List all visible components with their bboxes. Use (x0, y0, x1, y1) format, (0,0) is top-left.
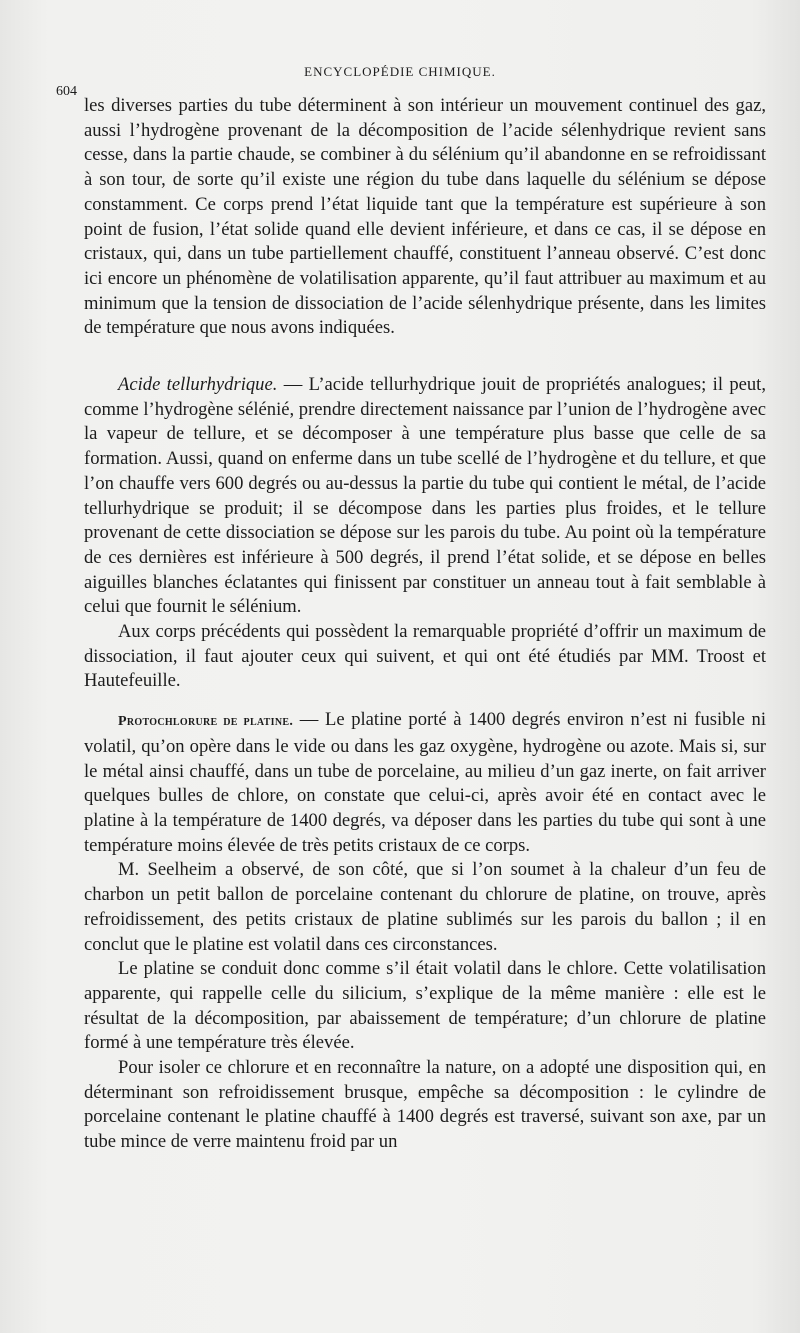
paragraph-7: Pour isoler ce chlorure et en reconnaître la nature, on a adopté une disposition qui, en déterminant son refroidissement brusque, empêche sa décomposition : le cylindre de porcelaine contenant le platine chauffé à 1400 degrés est traversé, suivant son axe, par un tube mince de verre maintenu froid par un (84, 1057, 766, 1153)
paragraph-acide-tellurhydrique (84, 373, 766, 620)
paragraph-protochlorure (84, 708, 766, 858)
page-number: 604 (56, 84, 77, 99)
paragraph-4-text: — Le platine porté à 1400 degrés environ n’est ni fusible ni volatil, qu’on opère dans le vide ou dans les gaz oxygène, hydrogène ou azote. Mais si, sur le métal ainsi chauffé, dans un tube de porcelaine, au milieu d’un gaz inerte, on fait arriver quelques bulles de chlore, on constate que celui-ci, après avoir été en contact avec le platine à la température de 1400 degrés, va déposer dans les parties du tube qui sont à une température moins élevée de très petits cristaux de ce corps. (84, 709, 766, 856)
paragraph-5: M. Seelheim a observé, de son côté, que si l’on soumet à la chaleur d’un feu de charbon un petit ballon de porcelaine contenant du chlorure de platine, on trouve, après refroidissement, des petits cristaux de platine sublimés sur les parois du ballon ; il en conclut que le platine est volatil dans ces circonstances. (84, 859, 766, 955)
section-heading-protochlorure: Protochlorure de platine. (118, 714, 294, 730)
paragraph-3: Aux corps précédents qui possèdent la remarquable propriété d’offrir un maximum de dissociation, il faut ajouter ceux qui suivent, et qui ont été étudiés par MM. Troost et Hautefeuille. (84, 621, 766, 692)
paragraph-1: les diverses parties du tube déterminent à son intérieur un mouvement continuel des gaz, aussi l’hydrogène provenant de la décomposition de l’acide sélenhydrique revient sans cesse, dans la partie chaude, se combiner à du sélénium qu’il abandonne en se refroidissant à son tour, de sorte qu’il existe une région du tube dans laquelle du sélénium se dépose constamment. Ce corps prend l’état liquide tant que la température est supérieure à son point de fusion, l’état solide quand elle devient inférieure, et dans ce cas, il se dépose en cristaux, qui, dans un tube partiellement chauffé, constituent l’anneau observé. C’est donc ici encore un phénomène de volatilisation apparente, qu’il faut attribuer au maximum et au minimum que la tension de dissociation de l’acide sélenhydrique présente, dans les limites de température que nous avons indiquées. (84, 95, 766, 339)
paragraph-2-text: — L’acide tellurhydrique jouit de propriétés analogues; il peut, comme l’hydrogène sélénié, prendre directement naissance par l’union de l’hydrogène avec la vapeur de tellure, et se décomposer à une température plus basse que celle de sa formation. Aussi, quand on enferme dans un tube scellé de l’hydrogène et du tellure, et que l’on chauffe vers 600 degrés ou au-dessus la partie du tube qui contient le métal, de l’acide tellurhydrique se produit; il se décompose dans les parties plus froides, et le tellure provenant de cette dissociation se dépose sur les parois du tube. Au point où la température de ces dernières est inférieure à 500 degrés, il prend l’état solide, et se dépose en belles aiguilles blanches éclatantes qui finissent par constituer un anneau tout à fait semblable à celui que fournit le sélénium. (84, 374, 766, 618)
section-heading-acide-tellurhydrique: Acide tellurhydrique. (118, 374, 278, 396)
running-header: ENCYCLOPÉDIE CHIMIQUE. (304, 64, 496, 79)
page-body (84, 94, 766, 1155)
paragraph-6: Le platine se conduit donc comme s’il était volatil dans le chlore. Cette volatilisation apparente, qui rappelle celle du silicium, s’explique de la même manière : elle est le résultat de la décomposition, par abaissement de température; d’un chlorure de platine formé à une température très élevée. (84, 958, 766, 1054)
